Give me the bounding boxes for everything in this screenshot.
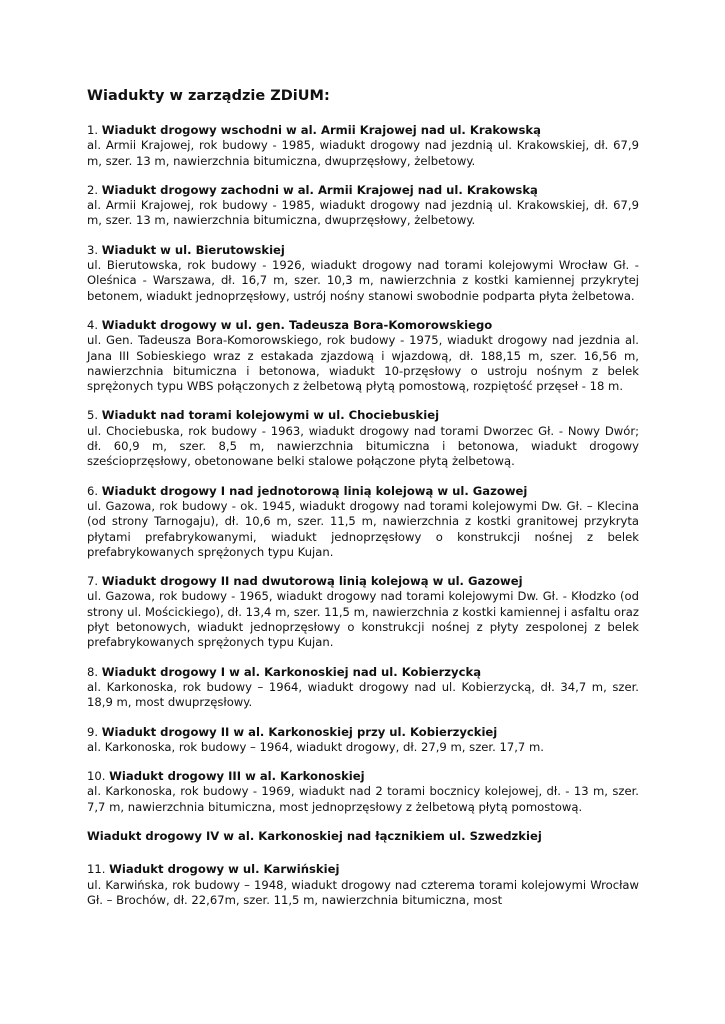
entry-heading [87, 243, 639, 258]
entry-description: al. Karkonoska, rok budowy – 1964, wiadukt drogowy, dł. 27,9 m, szer. 17,7 m. [87, 739, 544, 754]
entry-heading [87, 574, 639, 589]
entry-description: al. Armii Krajowej, rok budowy - 1985, wiadukt drogowy nad jezdnią ul. Krakowskiej, dł. 67,9 m, szer. 13 m, nawierzchnia bitumiczna, dwuprzęsłowy, żelbetowy. [87, 138, 639, 168]
entry-description: al. Armii Krajowej, rok budowy - 1985, wiadukt drogowy nad jezdnią ul. Krakowskiej, dł. 67,9 m, szer. 13 m, nawierzchnia bitumiczna, dwuprzęsłowy, żelbetowy. [87, 198, 639, 228]
entry-description: ul. Gen. Tadeusza Bora-Komorowskiego, rok budowy - 1975, wiadukt drogowy nad jezdnia al. Jana III Sobieskiego wraz z estakada zjazdową i wjazdową, dł. 188,15 m, szer. 16,56 m, nawierzchnia bitumiczna i betonowa, wiadukt 10-przęsłowy o ustroju nośnym z belek sprężonych typu WBS połączonych z żelbetową płytą pomostową, rozpiętość przęseł - 18 m. [87, 333, 639, 394]
entry-heading [87, 484, 639, 499]
entry-heading [87, 123, 639, 138]
list-item [87, 725, 639, 756]
entry-number: 1. [87, 123, 99, 137]
entry-description: ul. Bierutowska, rok budowy - 1926, wiadukt drogowy nad torami kolejowymi Wrocław Gł. - Oleśnica - Warszawa, dł. 16,7 m, szer. 10,3 m, nawierzchnia z kostki kamiennej przykrytej betonem, wiadukt jednoprzęsłowy, ustrój nośny stanowi swobodnie podparta płyta żelbetowa. [87, 258, 639, 303]
entry-description: al. Karkonoska, rok budowy - 1969, wiadukt nad 2 torami bocznicy kolejowej, dł. - 13 m, szer. 7,7 m, nawierzchnia bitumiczna, most jednoprzęsłowy z żelbetową płytą pomostową. [87, 784, 639, 814]
entry-heading [87, 725, 639, 740]
entry-description: ul. Gazowa, rok budowy - 1965, wiadukt drogowy nad torami kolejowymi Dw. Gł. - Kłodzko (od strony ul. Mościckiego), dł. 13,4 m, szer. 11,5 m, nawierzchnia z kostki kamiennej i asfaltu oraz płyt betonowych, wiadukt jednoprzęsłowy o konstrukcji nośnej z płyty zespolonej z belek prefabrykowanych sprężonych typu Kujan. [87, 589, 639, 650]
entry-number: 5. [87, 408, 99, 423]
list-item [87, 574, 639, 650]
entry-heading [87, 318, 639, 333]
list-item [87, 665, 639, 711]
entry-number: 2. [87, 182, 99, 197]
list-item [87, 862, 639, 908]
entry-name: Wiadukt drogowy I w al. Karkonoskiej nad ul. Kobierzycką [101, 664, 482, 679]
list-item [87, 769, 639, 815]
entry-number: 4. [87, 317, 99, 332]
entry-number: 8. [87, 664, 99, 679]
entry-name: Wiadukt drogowy II w al. Karkonoskiej przy ul. Kobierzyckiej [101, 724, 498, 739]
entry-name: Wiadukt drogowy wschodni w al. Armii Krajowej nad ul. Krakowską [101, 123, 541, 137]
document-page [87, 86, 639, 922]
entry-name: Wiadukt drogowy III w al. Karkonoskiej [109, 769, 365, 784]
entry-number: 10. [87, 769, 106, 784]
entry-number: 11. [87, 862, 106, 877]
entry-heading [87, 665, 639, 680]
list-item [87, 484, 639, 560]
entry-name: Wiadukt drogowy zachodni w al. Armii Krajowej nad ul. Krakowską [101, 182, 538, 197]
entry-name: Wiadukt drogowy II nad dwutorową linią kolejową w ul. Gazowej [101, 574, 523, 589]
entry-name: Wiadukt drogowy I nad jednotorową linią kolejową w ul. Gazowej [101, 483, 528, 498]
entry-name: Wiadukt drogowy w ul. gen. Tadeusza Bora-Komorowskiego [101, 317, 493, 332]
entry-number: 9. [87, 724, 99, 739]
entry-heading [87, 183, 639, 198]
list-item [87, 408, 639, 469]
entry-heading [87, 408, 639, 423]
list-item [87, 183, 639, 229]
entry-description: ul. Gazowa, rok budowy - ok. 1945, wiadukt drogowy nad torami kolejowymi Dw. Gł. – Klecina (od strony Tarnogaju), dł. 10,6 m, szer. 11,5 m, nawierzchnia z kostki granitowej przykryta płytami prefabrykowanymi, wiadukt jednoprzęsłowy o konstrukcji nośnej z belek prefabrykowanych sprężonych typu Kujan. [87, 498, 639, 559]
list-item [87, 318, 639, 394]
list-item [87, 123, 639, 169]
entry-number: 6. [87, 483, 99, 498]
entry-heading [87, 862, 639, 877]
entry-name: Wiadukt w ul. Bierutowskiej [101, 242, 285, 257]
page-title: Wiadukty w zarządzie ZDiUM: [87, 88, 330, 104]
section-heading: Wiadukt drogowy IV w al. Karkonoskiej nad łącznikiem ul. Szwedzkiej [87, 828, 542, 843]
entry-description: al. Karkonoska, rok budowy – 1964, wiadukt drogowy nad ul. Kobierzycką, dł. 34,7 m, szer. 18,9 m, most dwuprzęsłowy. [87, 679, 639, 710]
entry-number: 7. [87, 574, 99, 589]
entry-number: 3. [87, 242, 99, 257]
entry-description: ul. Chociebuska, rok budowy - 1963, wiadukt drogowy nad torami Dworzec Gł. - Nowy Dwór; dł. 60,9 m, szer. 8,5 m, nawierzchnia bitumiczna i betonowa, wiadukt drogowy sześcioprzęsłowy, obetonowane belki stalowe połączone płytą żelbetową. [87, 423, 639, 469]
entry-description: ul. Karwińska, rok budowy – 1948, wiadukt drogowy nad czterema torami kolejowymi Wrocław Gł. – Brochów, dł. 22,67m, szer. 11,5 m, nawierzchnia bitumiczna, most [87, 877, 639, 907]
entry-heading [87, 769, 639, 784]
entry-name: Wiadukt drogowy w ul. Karwińskiej [109, 862, 340, 877]
entry-name: Wiadukt nad torami kolejowymi w ul. Chociebuskiej [101, 408, 440, 423]
list-item [87, 243, 639, 304]
